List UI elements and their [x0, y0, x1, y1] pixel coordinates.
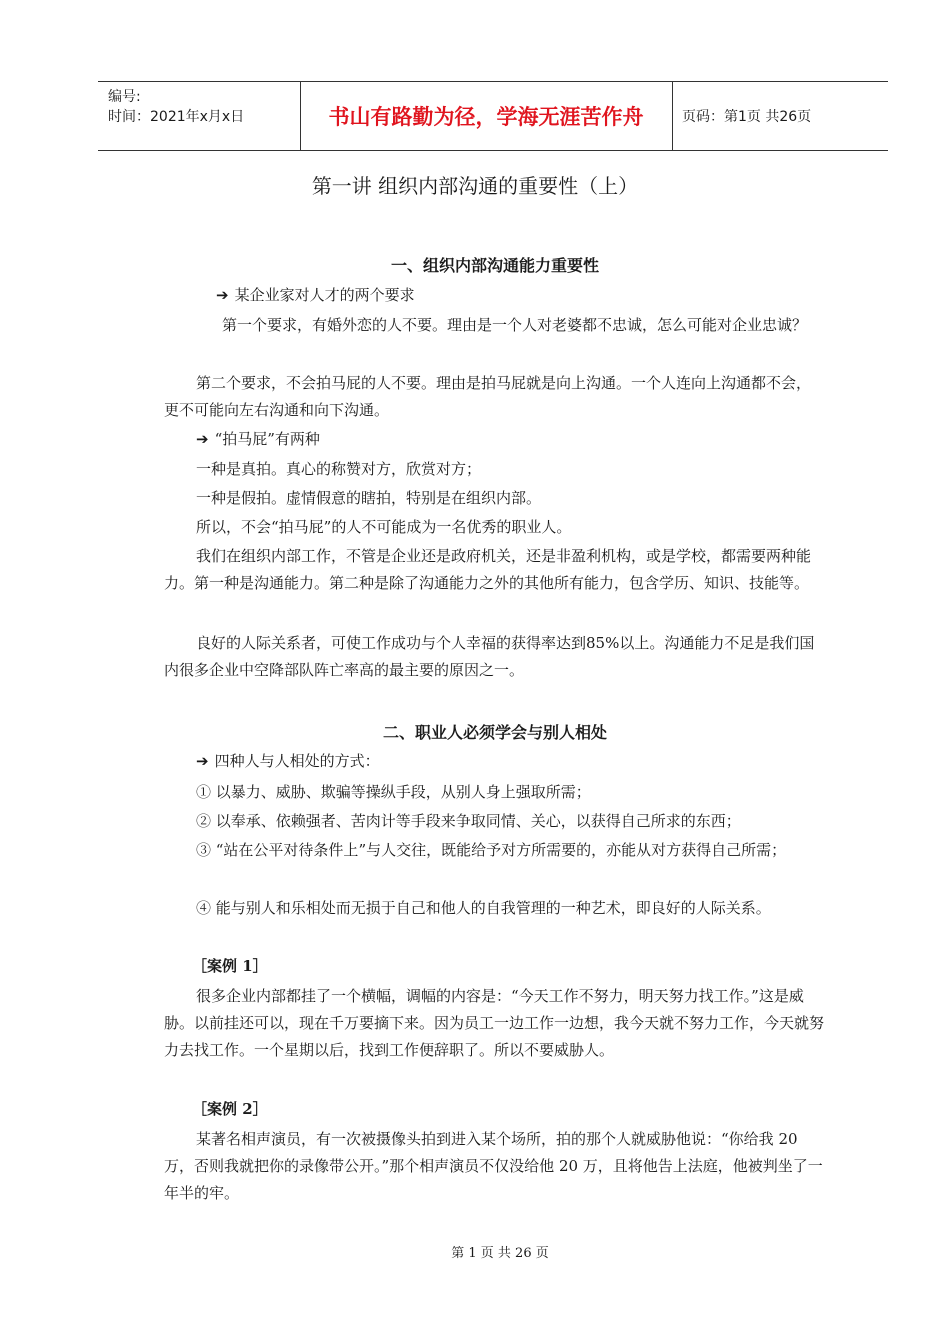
bullet-item — [196, 748, 856, 775]
page-title: 第一讲 组织内部沟通的重要性（上） — [311, 174, 639, 198]
paragraph: 一种是假拍。虚情假意的瞎拍，特别是在组织内部。 — [196, 489, 542, 507]
section1-heading: 一、组织内部沟通能力重要性 — [390, 256, 599, 275]
date-line: 时间：2021年x月x日 — [108, 109, 245, 125]
bullet-item — [196, 426, 856, 453]
bullet-item — [216, 282, 876, 309]
paragraph: 所以，不会“拍马屁”的人不可能成为一名优秀的职业人。 — [196, 518, 572, 536]
paragraph: 第二个要求，不会拍马屁的人不要。理由是拍马屁就是向上沟通。一个人连向上沟通都不会，更不可能向左右沟通和向下沟通。 — [164, 374, 812, 419]
bullet-text: “拍马屁”有两种 — [214, 430, 320, 448]
case-text: 很多企业内部都挂了一个横幅，调幅的内容是：“今天工作不努力，明天努力找工作。”这是威胁。以前挂还可以，现在千万要摘下来。因为员工一边工作一边想，我今天就不努力工作，今天就努力去找工作。一个星期以后，找到工作便辞职了。所以不要威胁人。 — [164, 987, 825, 1059]
header-motto: 书山有路勤为径，学海无涯苦作舟 — [300, 82, 673, 150]
section2-heading: 二、职业人必须学会与别人相处 — [382, 723, 607, 742]
list-item: ④ 能与别人和乐相处而无损于自己和他人的自我管理的一种艺术，即良好的人际关系。 — [196, 899, 771, 917]
list-item: ① 以暴力、威胁、欺骗等操纵手段，从别人身上强取所需； — [196, 783, 591, 801]
case-text: 某著名相声演员，有一次被摄像头拍到进入某个场所，拍的那个人就威胁他说：“你给我 20 万，否则我就把你的录像带公开。”那个相声演员不仅没给他 20 万，且将他告上法庭，他被判坐了一年半的牢。 — [164, 1130, 823, 1202]
arrow-right-icon: ➔ — [196, 430, 209, 448]
list-item: ② 以奉承、依赖强者、苦肉计等手段来争取同情、关心，以获得自己所求的东西； — [196, 812, 741, 830]
paragraph: 良好的人际关系者，可使工作成功与个人幸福的获得率达到85%以上。沟通能力不足是我们国内很多企业中空降部队阵亡率高的最主要的原因之一。 — [164, 634, 815, 679]
bullet-text: 四种人与人相处的方式： — [214, 752, 380, 770]
paragraph: 一种是真拍。真心的称赞对方，欣赏对方； — [196, 460, 482, 478]
header-meta — [98, 82, 301, 150]
bullet-text: 某企业家对人才的两个要求 — [234, 286, 415, 304]
serial-label: 编号: — [108, 89, 141, 105]
arrow-right-icon: ➔ — [216, 286, 229, 304]
page-header — [98, 81, 888, 151]
arrow-right-icon: ➔ — [196, 752, 209, 770]
page-footer: 第 1 页 共 26 页 — [451, 1246, 549, 1261]
paragraph: 我们在组织内部工作，不管是企业还是政府机关，还是非盈利机构，或是学校，都需要两种能力。第一种是沟通能力。第二种是除了沟通能力之外的其他所有能力，包含学历、知识、技能等。 — [164, 547, 812, 592]
case-label: ［案例 1］ — [192, 957, 268, 975]
case-label: ［案例 2］ — [192, 1100, 268, 1118]
list-item: ③ “站在公平对待条件上”与人交往，既能给予对方所需要的，亦能从对方获得自己所需； — [196, 841, 787, 859]
paragraph: 第一个要求，有婚外恋的人不要。理由是一个人对老婆都不忠诚，怎么可能对企业忠诚？ — [222, 316, 808, 334]
header-page-info: 页码：第1页 共26页 — [682, 109, 812, 125]
